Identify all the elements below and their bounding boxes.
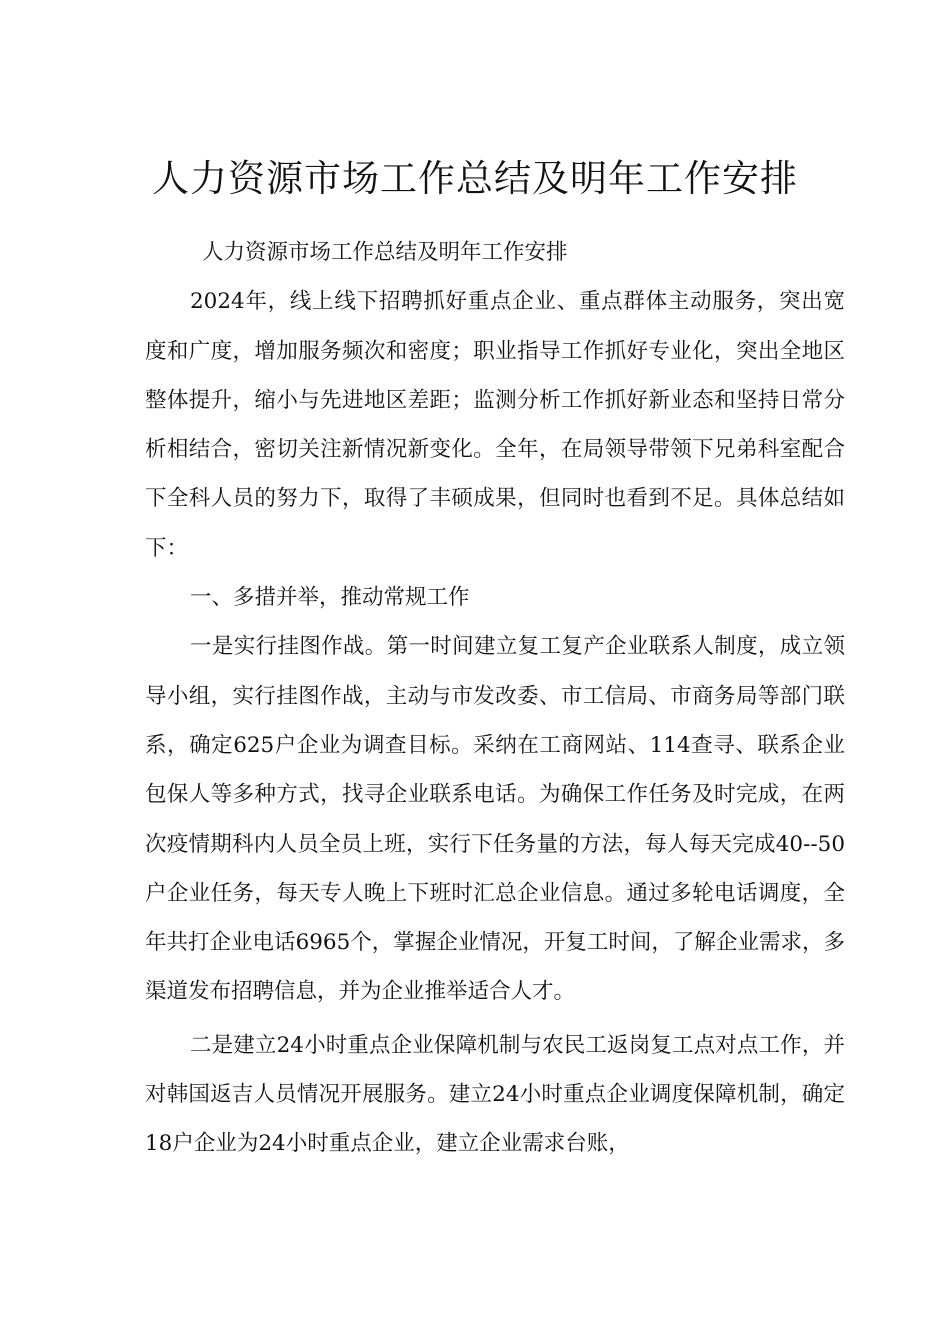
paragraph-item-1: 一是实行挂图作战。第一时间建立复工复产企业联系人制度，成立领导小组，实行挂图作战，主动与市发改委、市工信局、市商务局等部门联系，确定625户企业为调查目标。采纳在工商网站、114查寻、联系企业包保人等多种方式，找寻企业联系电话。为确保工作任务及时完成，在两次疫情期科内人员全员上班，实行下任务量的方法，每人每天完成40--50户企业任务，每天专人晚上下班时汇总企业信息。通过多轮电话调度，全年共打企业电话6965个，掌握企业情况，开复工时间，了解企业需求，多渠道发布招聘信息，并为企业推举适合人才。 bbox=[145, 634, 845, 1005]
section-heading-1: 一、多措并举，推动常规工作 bbox=[190, 585, 470, 611]
document-title: 人力资源市场工作总结及明年工作安排 bbox=[152, 156, 798, 200]
paragraph-item-2: 二是建立24小时重点企业保障机制与农民工返岗复工点对点工作，并对韩国返吉人员情况开展服务。建立24小时重点企业调度保障机制，确定18户企业为24小时重点企业，建立企业需求台账， bbox=[145, 1032, 845, 1157]
document-body bbox=[145, 228, 845, 1169]
paragraph-intro: 2024年，线上线下招聘抓好重点企业、重点群体主动服务，突出宽度和广度，增加服务频次和密度；职业指导工作抓好专业化，突出全地区整体提升，缩小与先进地区差距；监测分析工作抓好新业态和坚持日常分析相结合，密切关注新情况新变化。全年，在局领导带领下兄弟科室配合下全科人员的努力下，取得了丰硕成果，但同时也看到不足。具体总结如下： bbox=[145, 289, 845, 561]
document-subtitle: 人力资源市场工作总结及明年工作安排 bbox=[202, 240, 568, 265]
